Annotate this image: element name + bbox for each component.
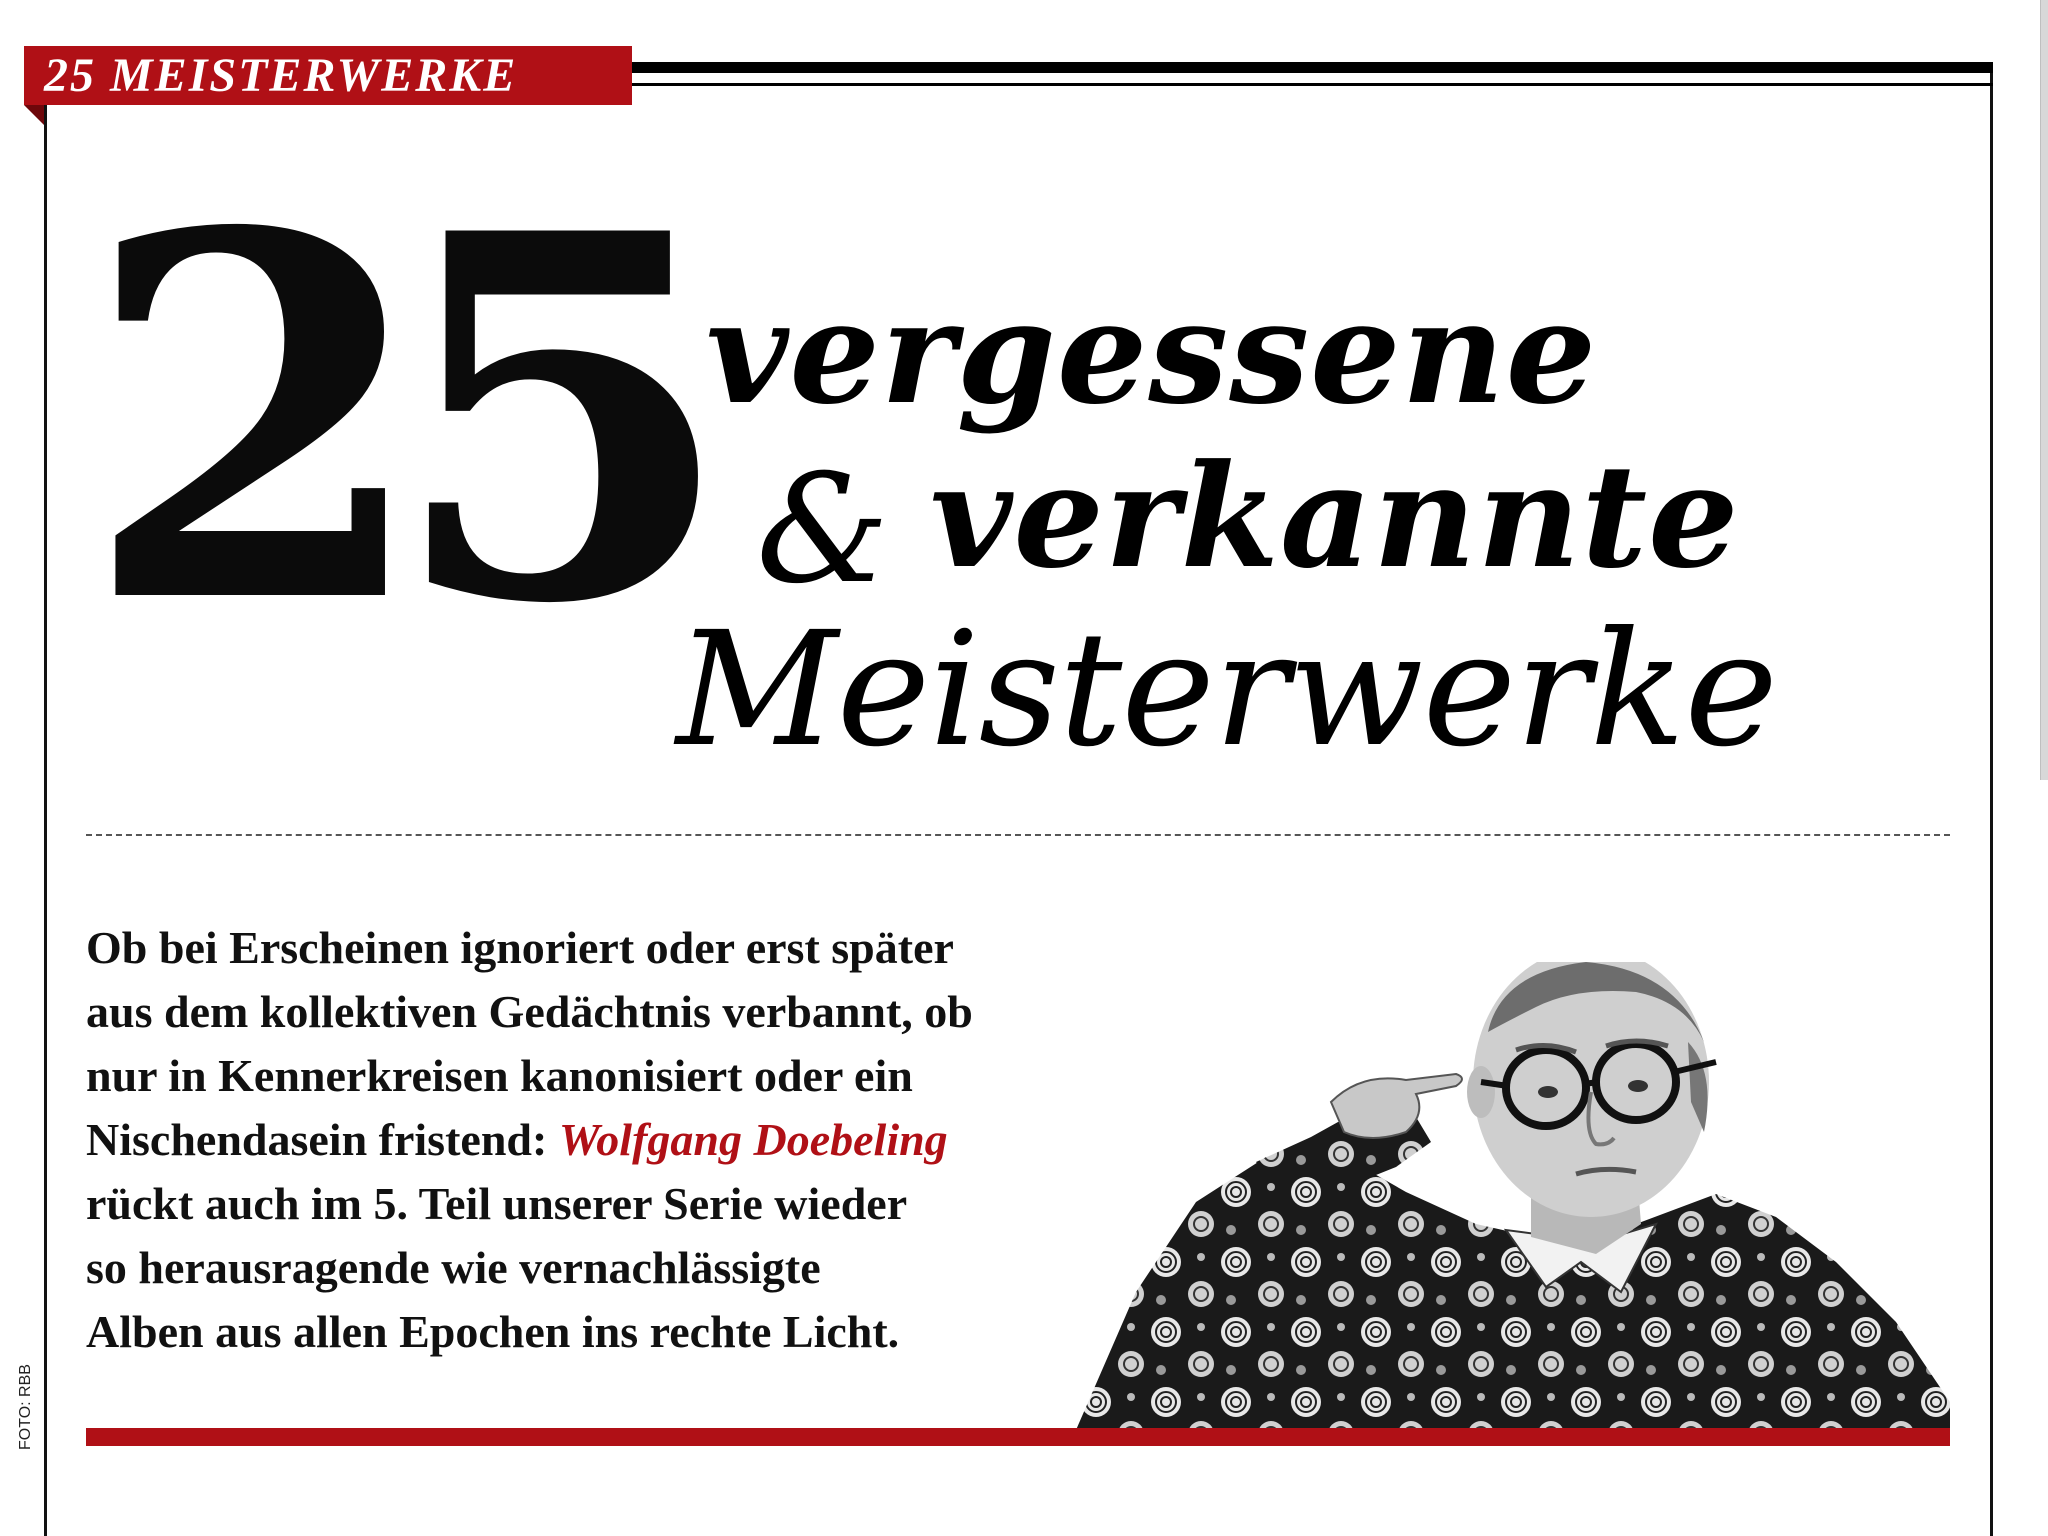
dashed-divider: [86, 834, 1950, 836]
intro-line: so herausragende wie vernachlässigte: [86, 1242, 821, 1293]
frame-left-border: [44, 105, 47, 1536]
photo-credit: FOTO: RBB: [17, 1364, 34, 1450]
scrollbar[interactable]: [2040, 0, 2048, 780]
intro-line: Alben aus allen Epochen ins rechte Licht.: [86, 1306, 900, 1357]
intro-line: Ob bei Erscheinen ignoriert oder erst später: [86, 922, 954, 973]
headline-ampersand: &: [756, 443, 890, 617]
headline-number: 25: [82, 126, 694, 713]
headline-line-3: Meisterwerke: [676, 598, 1777, 782]
intro-line: [86, 1108, 1246, 1172]
headline-line-1: vergessene: [706, 270, 1598, 436]
intro-line: nur in Kennerkreisen kanonisiert oder ein: [86, 1050, 913, 1101]
header-rule-thick: [632, 62, 1993, 73]
intro-line-prefix: Nischendasein fristend:: [86, 1114, 559, 1165]
bottom-red-rule: [86, 1428, 1950, 1446]
header-rule-thin: [632, 83, 1993, 86]
section-tag: 25 MEISTERWERKE: [24, 46, 632, 105]
intro-line: aus dem kollektiven Gedächtnis verbannt, ob: [86, 986, 973, 1037]
author-portrait: [1076, 962, 1950, 1430]
intro-line: rückt auch im 5. Teil unserer Serie wieder: [86, 1178, 908, 1229]
author-name: Wolfgang Doebeling: [558, 1114, 948, 1165]
headline-line-2: verkannte: [930, 434, 1740, 600]
frame-right-border: [1990, 62, 1993, 1536]
intro-paragraph: [86, 916, 1246, 1364]
section-tag-fold: [24, 105, 44, 125]
